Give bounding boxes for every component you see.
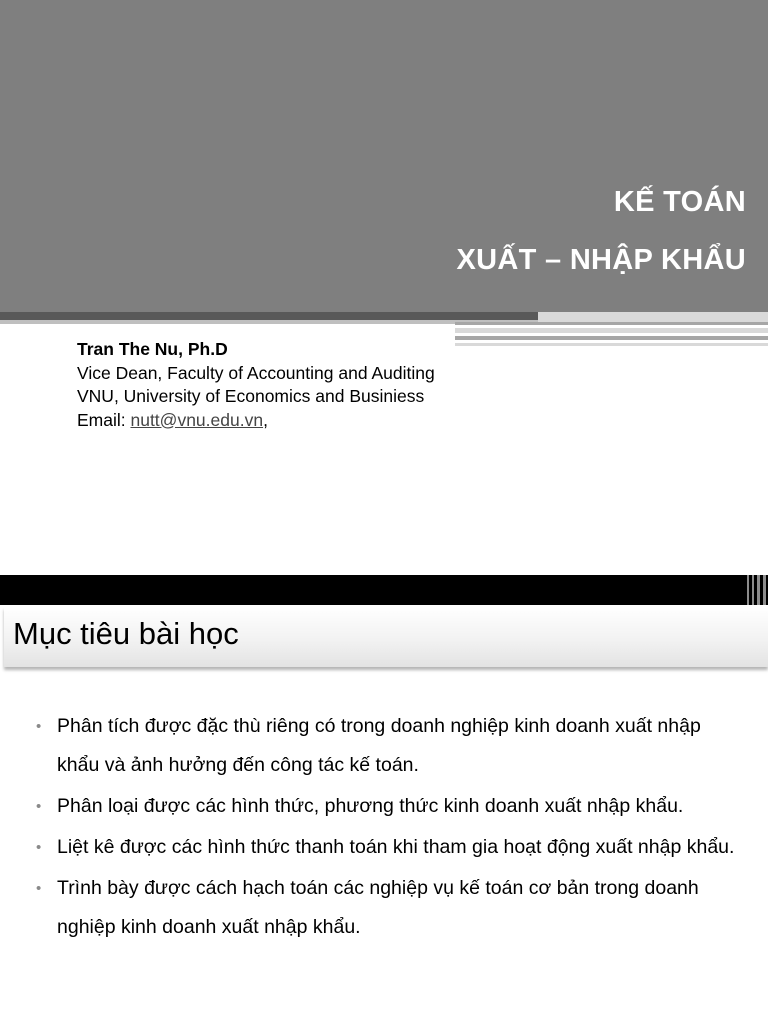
slide-title-line-2: XUẤT – NHẬP KHẨU: [456, 244, 746, 276]
tick: [747, 575, 749, 605]
email-link[interactable]: nutt@vnu.edu.vn: [130, 409, 264, 430]
author-email-line: [77, 409, 435, 433]
tick: [763, 575, 766, 605]
tick: [757, 575, 760, 605]
tick: [752, 575, 754, 605]
author-role: Vice Dean, Faculty of Accounting and Auditing: [77, 362, 435, 383]
email-suffix: ,: [263, 409, 268, 430]
title-band: [0, 0, 768, 312]
list-item-text: Liệt kê được các hình thức thanh toán khi tham gia hoạt động xuất nhập khẩu.: [57, 836, 735, 858]
list-item: [36, 707, 736, 785]
list-item: [36, 828, 736, 867]
list-item-text: Trình bày được cách hạch toán các nghiệp vụ kế toán cơ bản trong doanh nghiệp kinh doanh xuất nhập khẩu.: [57, 877, 699, 938]
slide-heading: Mục tiêu bài học: [13, 616, 239, 651]
decor-stripe: [455, 328, 768, 333]
objectives-list: [36, 707, 736, 949]
bullet-dot-icon: •: [36, 798, 42, 815]
bullet-dot-icon: •: [36, 880, 42, 897]
bullet-dot-icon: •: [36, 839, 42, 856]
decor-stripe: [538, 312, 768, 322]
slide-title-line-1: KẾ TOÁN: [613, 186, 746, 218]
bar-ticks: [744, 575, 768, 605]
decor-stripe: [0, 312, 538, 320]
list-item-text: Phân tích được đặc thù riêng có trong doanh nghiệp kinh doanh xuất nhập khẩu và ảnh hưởng đến công tác kế toán.: [57, 715, 701, 776]
decor-stripe: [455, 343, 768, 346]
list-item: [36, 787, 736, 826]
author-block: [77, 338, 435, 432]
list-item: [36, 869, 736, 947]
decor-stripe: [455, 336, 768, 340]
objectives-slide: [0, 575, 768, 1024]
email-label: Email:: [77, 409, 131, 430]
heading-box: [4, 607, 768, 667]
decor-stripe: [455, 322, 768, 325]
author-organization: VNU, University of Economics and Businiess: [77, 386, 425, 406]
author-name: Tran The Nu, Ph.D: [77, 339, 228, 359]
top-bar: [0, 575, 768, 605]
list-item-text: Phân loại được các hình thức, phương thức kinh doanh xuất nhập khẩu.: [57, 795, 684, 817]
bullet-dot-icon: •: [36, 718, 42, 735]
